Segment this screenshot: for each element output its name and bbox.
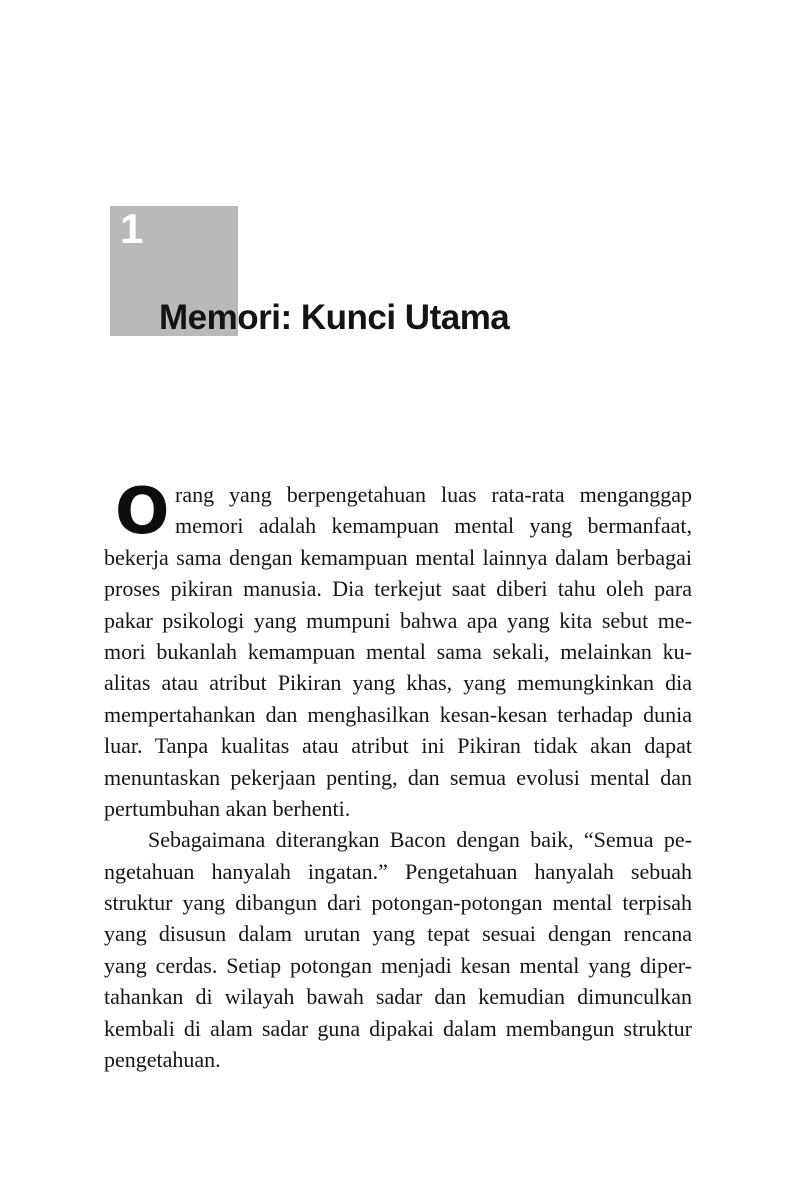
- body-line: alitas atau atribut Pikiran yang khas, yang memungkinkan dia: [104, 670, 692, 696]
- dropcap-letter: O: [115, 475, 170, 549]
- body-line: pengetahuan.: [104, 1047, 221, 1073]
- body-line: pakar psikologi yang mumpuni bahwa apa yang kita sebut me-: [104, 607, 692, 633]
- paragraph-2: [104, 824, 692, 1075]
- body-line: yang disusun dalam urutan yang tepat sesuai dengan rencana: [104, 921, 692, 947]
- body-line: menuntaskan pekerjaan penting, dan semua evolusi mental dan: [104, 764, 692, 790]
- body-line: struktur yang dibangun dari potongan-potongan mental terpisah: [104, 890, 692, 916]
- body-line: Sebagaimana diterangkan Bacon dengan baik, “Semua pe-: [148, 827, 692, 853]
- paragraph-1: [104, 475, 692, 824]
- body-line: proses pikiran manusia. Dia terkejut saat diberi tahu oleh para: [104, 576, 692, 602]
- chapter-number: 1: [120, 205, 144, 252]
- chapter-title: Memori: Kunci Utama: [159, 298, 510, 337]
- body-line: yang cerdas. Setiap potongan menjadi kesan mental yang diper-: [104, 952, 692, 978]
- body-line: mori bukanlah kemampuan mental sama sekali, melainkan ku-: [104, 638, 692, 664]
- body-line: ngetahuan hanyalah ingatan.” Pengetahuan hanyalah sebuah: [104, 858, 692, 884]
- body-line: pertumbuhan akan berhenti.: [104, 795, 351, 821]
- body-line: kembali di alam sadar guna dipakai dalam membangun struktur: [104, 1015, 692, 1041]
- body-line: memori adalah kemampuan mental yang bermanfaat,: [175, 513, 692, 539]
- body-line: mempertahankan dan menghasilkan kesan-kesan terhadap dunia: [104, 701, 692, 727]
- body-line: rang yang berpengetahuan luas rata-rata menganggap: [175, 482, 692, 507]
- body-line: bekerja sama dengan kemampuan mental lainnya dalam berbagai: [104, 544, 692, 570]
- body-line: luar. Tanpa kualitas atau atribut ini Pikiran tidak akan dapat: [104, 733, 692, 759]
- body-text: [104, 475, 692, 1075]
- body-line: tahankan di wilayah bawah sadar dan kemudian dimunculkan: [104, 984, 692, 1010]
